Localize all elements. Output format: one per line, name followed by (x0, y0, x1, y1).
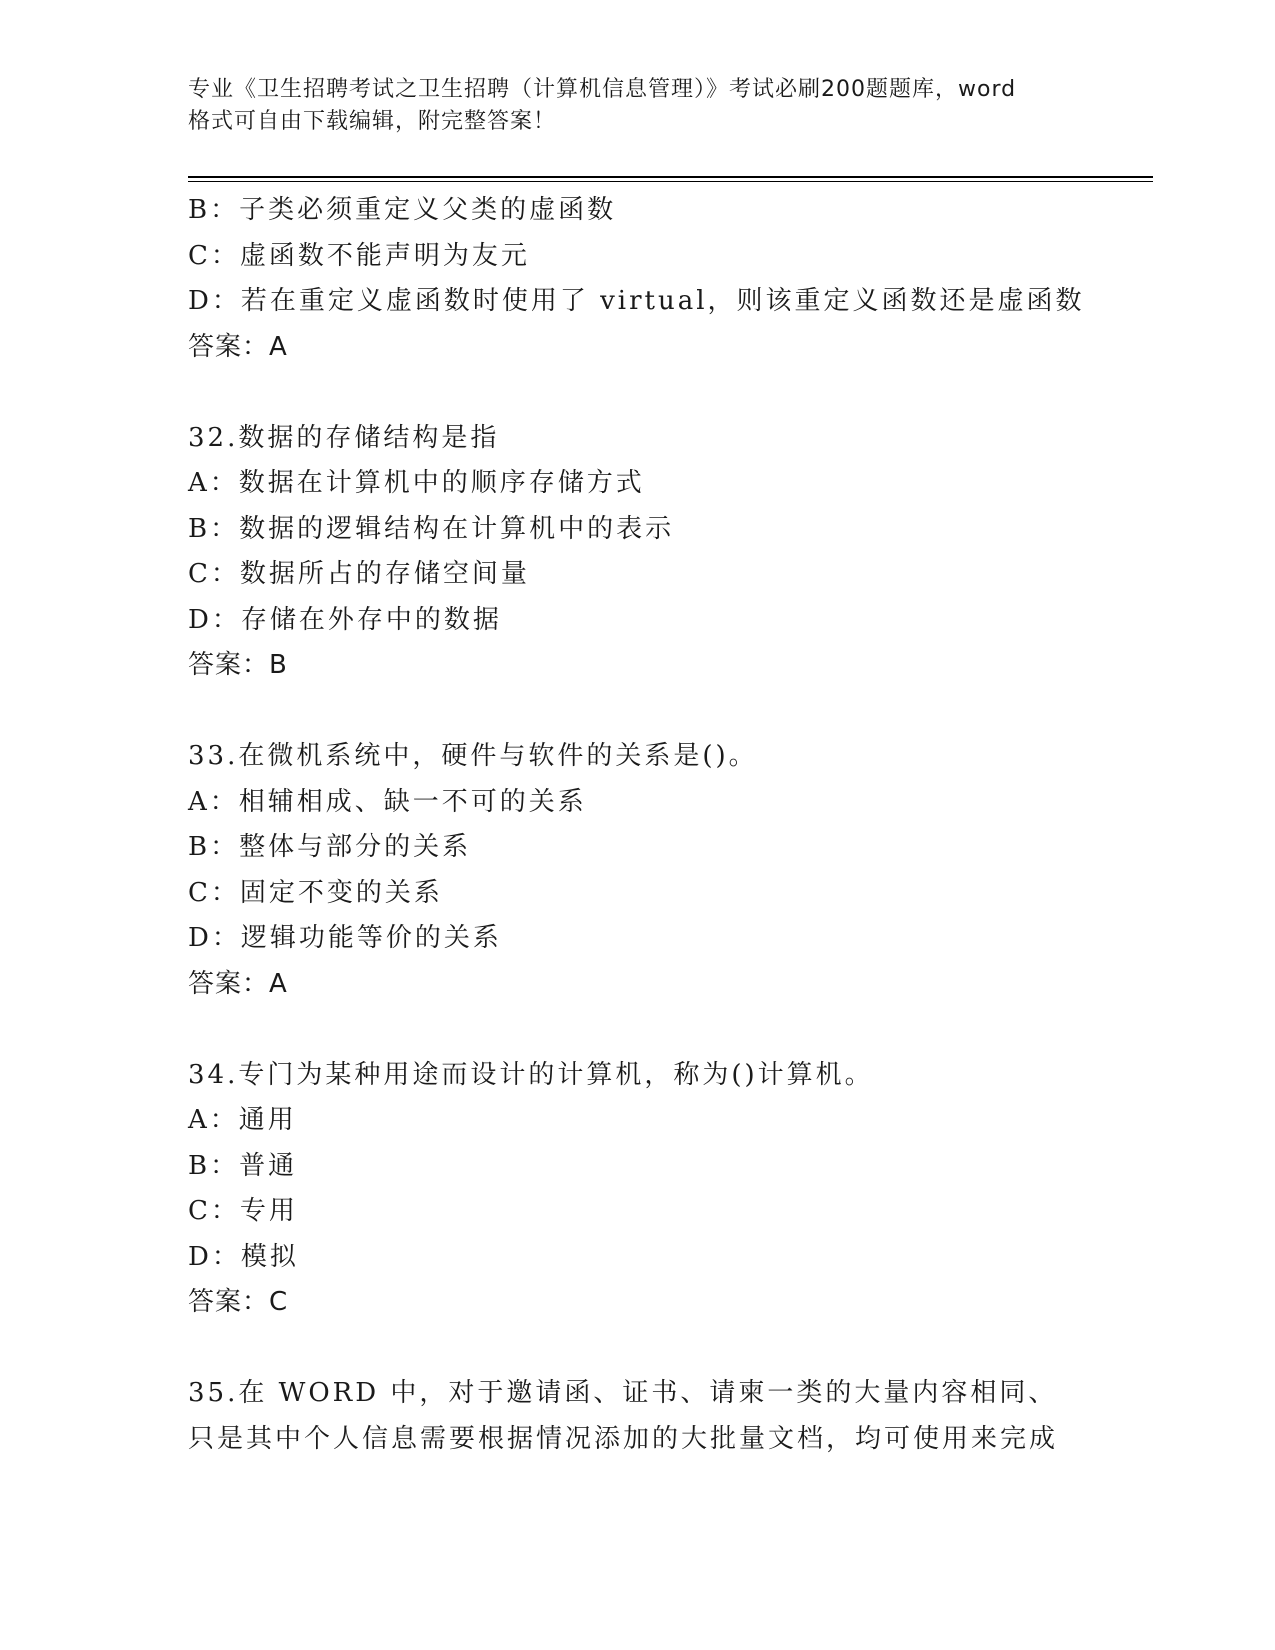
spacer (188, 370, 1148, 416)
question-stem: 34.专门为某种用途而设计的计算机，称为()计算机。 (188, 1059, 874, 1090)
option-d: D：模拟 (188, 1241, 299, 1272)
answer-line: 答案：B (188, 650, 288, 680)
spacer (188, 1007, 1148, 1053)
answer-line: 答案：A (188, 331, 288, 362)
option-b: B：整体与部分的关系 (188, 832, 472, 862)
header-rule-thin (188, 181, 1153, 182)
option-a: A：相辅相成、缺一不可的关系 (188, 786, 587, 817)
option-a: A：通用 (188, 1105, 297, 1135)
option-b: B：普通 (188, 1150, 298, 1181)
page-header (188, 74, 1088, 138)
option-c: C：数据所占的存储空间量 (188, 559, 530, 589)
header-line-1: 专业《卫生招聘考试之卫生招聘（计算机信息管理）》考试必刷200题题库，word (188, 77, 1017, 102)
option-a: A：数据在计算机中的顺序存储方式 (188, 468, 645, 498)
question-35 (188, 1371, 1148, 1462)
question-list (188, 188, 1148, 1462)
question-31-continuation (188, 188, 1148, 370)
option-d: D：若在重定义虚函数时使用了 virtual，则该重定义函数还是虚函数 (188, 286, 1085, 316)
option-c: C：固定不变的关系 (188, 877, 443, 908)
header-rule-thick (188, 176, 1153, 178)
option-b: B：数据的逻辑结构在计算机中的表示 (188, 513, 675, 544)
option-c: C：虚函数不能声明为友元 (188, 240, 530, 271)
option-c: C：专用 (188, 1196, 298, 1226)
answer-line: 答案：C (188, 1287, 289, 1317)
option-b: B：子类必须重定义父类的虚函数 (188, 195, 617, 225)
spacer (188, 1326, 1148, 1372)
option-d: D：逻辑功能等价的关系 (188, 923, 502, 953)
option-d: D：存储在外存中的数据 (188, 604, 502, 635)
question-32 (188, 416, 1148, 689)
question-stem: 35.在 WORD 中，对于邀请函、证书、请柬一类的大量内容相同、只是其中个人信息需要根据情况添加的大批量文档，均可使用来完成 (188, 1378, 1059, 1454)
question-stem: 32.数据的存储结构是指 (188, 422, 500, 453)
spacer (188, 689, 1148, 735)
question-stem: 33.在微机系统中，硬件与软件的关系是()。 (188, 741, 758, 771)
question-34 (188, 1053, 1148, 1326)
header-line-2: 格式可自由下载编辑，附完整答案！ (188, 109, 557, 134)
answer-line: 答案：A (188, 968, 288, 999)
question-33 (188, 734, 1148, 1007)
